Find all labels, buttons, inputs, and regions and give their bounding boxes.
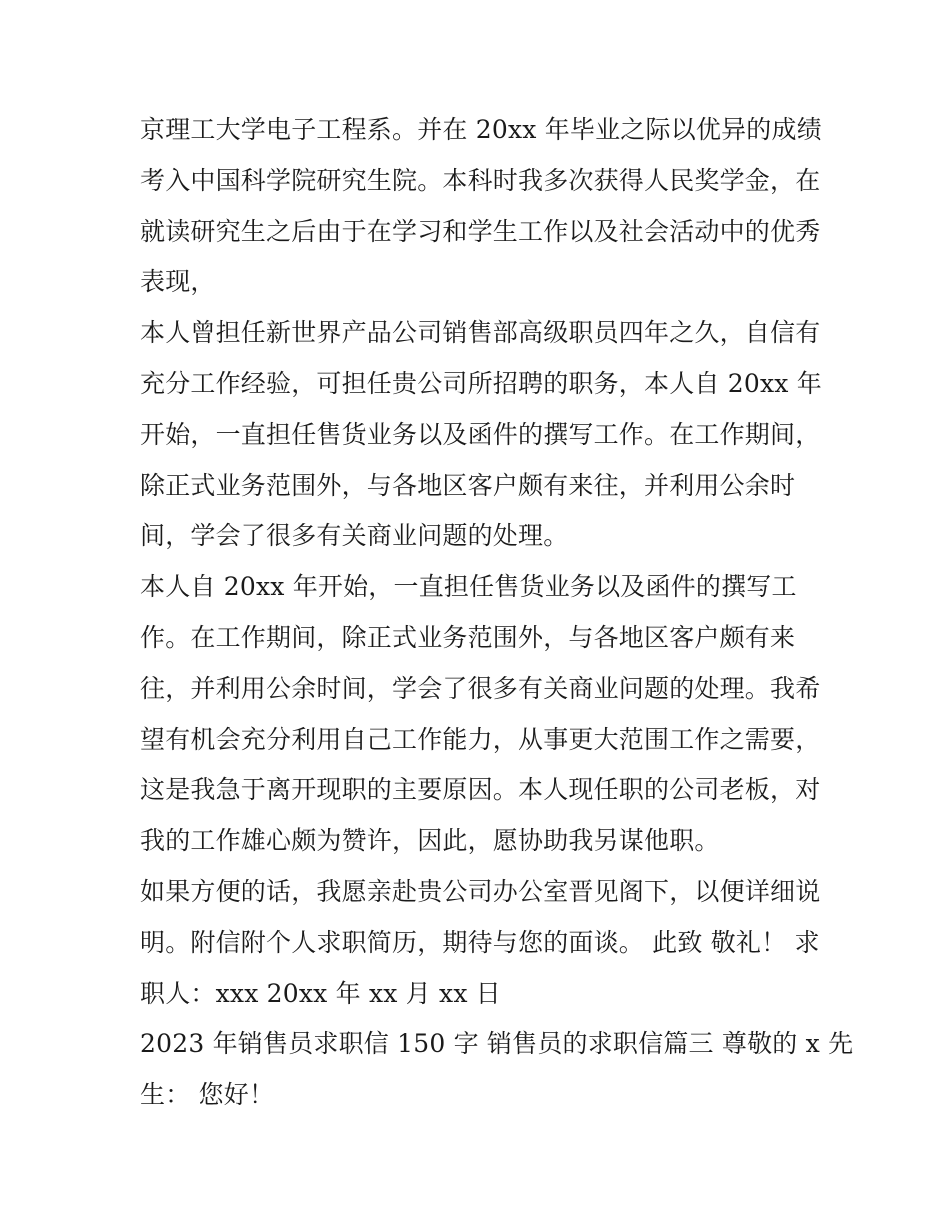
text-line: 望有机会充分利用自己工作能力，从事更大范围工作之需要，	[140, 724, 821, 754]
text-line: 本人自 20xx 年开始，一直担任售货业务以及函件的撰写工	[140, 572, 797, 602]
text-line: 本人曾担任新世界产品公司销售部高级职员四年之久，自信有	[140, 318, 821, 348]
text-line: 作。在工作期间，除正式业务范围外，与各地区客户颇有来	[140, 622, 796, 652]
text-line: 京理工大学电子工程系。并在 20xx 年毕业之际以优异的成绩	[140, 115, 822, 144]
text-line: 开始，一直担任售货业务以及函件的撰写工作。在工作期间，	[140, 419, 821, 449]
text-line: 就读研究生之后由于在学习和学生工作以及社会活动中的优秀	[140, 216, 821, 246]
text-line: 间，学会了很多有关商业问题的处理。	[140, 521, 569, 551]
text-line: 除正式业务范围外，与各地区客户颇有来往，并利用公余时	[140, 470, 796, 500]
text-line: 如果方便的话，我愿亲赴贵公司办公室晋见阁下，以便详细说	[140, 876, 821, 906]
text-line: 考入中国科学院研究生院。本科时我多次获得人民奖学金，在	[140, 165, 821, 195]
text-line: 这是我急于离开现职的主要原因。本人现任职的公司老板，对	[140, 775, 821, 805]
text-line: 我的工作雄心颇为赞许，因此，愿协助我另谋他职。	[140, 826, 720, 856]
body-text	[140, 105, 854, 1121]
text-line: 往，并利用公余时间，学会了很多有关商业问题的处理。我希	[140, 673, 821, 703]
text-line: 职人：xxx 20xx 年 xx 月 xx 日	[140, 978, 501, 1008]
text-line: 2023 年销售员求职信 150 字 销售员的求职信篇三 尊敬的 x 先	[140, 1029, 854, 1059]
text-line: 充分工作经验，可担任贵公司所招聘的职务，本人自 20xx 年	[140, 368, 822, 398]
text-line: 生： 您好！	[140, 1080, 275, 1110]
text-line: 明。附信附个人求职简历，期待与您的面谈。 此致 敬礼！ 求	[140, 927, 820, 957]
text-line: 表现，	[140, 267, 216, 297]
